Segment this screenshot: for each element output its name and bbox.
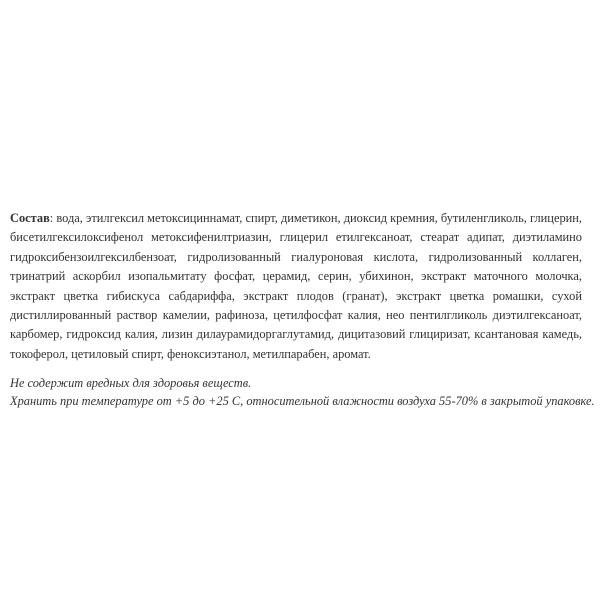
composition-paragraph [10,209,582,364]
harmless-note: Не содержит вредных для здоровья веществ. [10,376,252,391]
composition-label: Состав [10,211,50,225]
storage-note: Хранить при температуре от +5 до +25 С, относительной влажности воздуха 55-70% в закрытой упаковке. [10,394,595,409]
composition-separator: : [49,211,57,225]
composition-text: вода, этилгексил метоксициннамат, спирт, диметикон, диоксид кремния, бутиленгликоль, глицерин, бисетилгексилоксифенол метоксифенилтриазин, глицерил етилгексаноат, стеарат адипат, диэтиламино гидроксибензоилгексилбензоат, гидролизованный гиалуроновая кислота, гидролизованный коллаген, тринатрий аскорбил изопальмитату фосфат, церамид, серин, убихинон, экстракт маточного молочка, экстракт цветка гибискуса сабдариффа, экстракт плодов (гранат), экстракт цветка ромашки, сухой дистиллированный раствор камелии, рафиноза, цетилфосфат калия, нео пентилгликоль диэтилгексаноат, карбомер, гидроксид калия, лизин дилаурамидоргаглутамид, дицитазовий глициризат, ксантановая камедь, токоферол, цетиловый спирт, феноксиэтанол, метилпарабен, аромат. [10,211,582,361]
notes-block [10,374,595,410]
document-body [10,209,595,410]
